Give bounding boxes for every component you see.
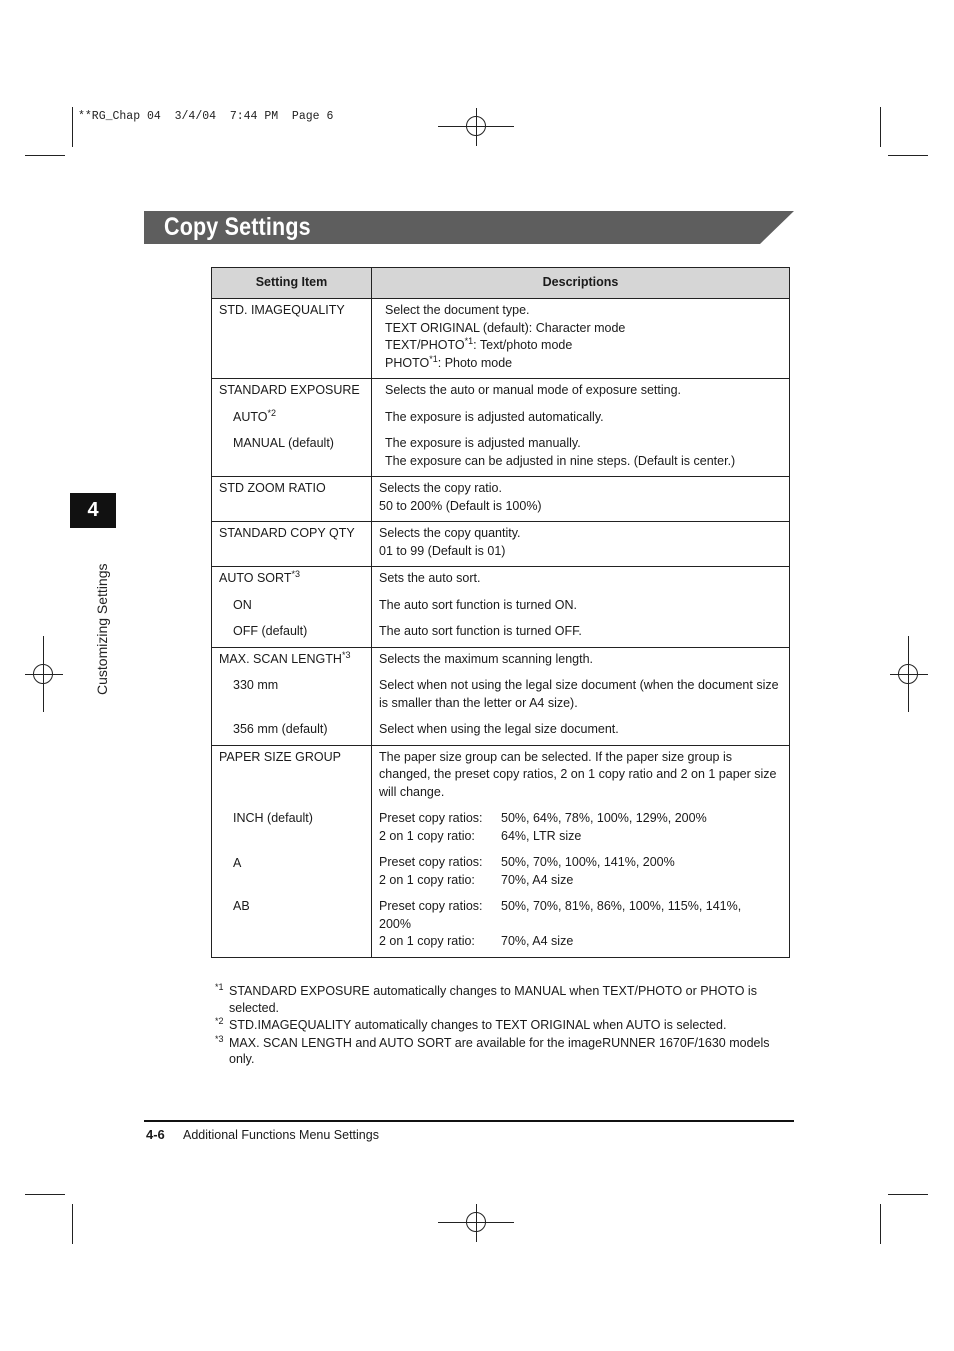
table-row-paper-size-group	[212, 745, 790, 957]
table-row-auto-sort	[212, 567, 790, 648]
footnote-ref: *3	[341, 649, 351, 660]
setting-option-label: INCH (default)	[233, 811, 313, 825]
footnote-text: MAX. SCAN LENGTH and AUTO SORT are available for the imageRUNNER 1670F/1630 models only.	[229, 1035, 770, 1066]
footnote-text: STANDARD EXPOSURE automatically changes to MANUAL when TEXT/PHOTO or PHOTO is selected.	[229, 984, 757, 1015]
footnote	[215, 1017, 790, 1034]
page-title: Copy Settings	[164, 213, 311, 241]
setting-option-label: MANUAL (default)	[233, 436, 334, 450]
description-text: The exposure is adjusted automatically.	[385, 409, 604, 424]
footnote-ref: *1	[464, 336, 474, 346]
preset-ratios-value: 50%, 70%, 100%, 141%, 200%	[501, 855, 675, 869]
setting-item-label: STANDARD EXPOSURE	[219, 383, 360, 397]
description-text: Select when using the legal size document.	[379, 722, 619, 736]
description-text: 50 to 200% (Default is 100%)	[379, 498, 542, 513]
setting-item-label: STD ZOOM RATIO	[219, 481, 326, 495]
description-text: Selects the auto or manual mode of exposure setting.	[385, 383, 682, 397]
footnote	[215, 1035, 790, 1068]
description-text: The auto sort function is turned OFF.	[379, 624, 582, 638]
footer-section-title: Additional Functions Menu Settings	[183, 1128, 379, 1142]
description-text: The paper size group can be selected. If the paper size group is changed, the preset copy ratios, 2 on 1 copy ratio and 2 on 1 paper size will change.	[379, 749, 777, 799]
page-number: 4-6	[146, 1127, 165, 1142]
table-row-std-imagequality	[212, 299, 790, 379]
table-header-row	[212, 268, 790, 299]
setting-option-label: AB	[233, 899, 250, 913]
setting-item-label: MAX. SCAN LENGTH$^{*3}$	[219, 649, 351, 666]
table-row-standard-exposure	[212, 379, 790, 477]
preset-ratios-label: Preset copy ratios:	[379, 899, 483, 913]
description-text: The auto sort function is turned ON.	[379, 597, 578, 612]
setting-option-label: AUTO$^{*2}$	[233, 407, 277, 424]
ratio-block-ab	[379, 898, 783, 951]
description-text: PHOTO$^{*1}$: Photo mode	[385, 353, 513, 370]
preset-ratios-label: Preset copy ratios:	[379, 811, 483, 825]
setting-item-label: STANDARD COPY QTY	[219, 526, 355, 540]
description-text: The exposure can be adjusted in nine steps. (Default is center.)	[385, 453, 736, 468]
footnote-ref: *2	[267, 407, 277, 418]
setting-option-label: A	[233, 855, 242, 870]
preset-ratios-value-continued: 200%	[379, 916, 411, 931]
description-text: Sets the auto sort.	[379, 571, 481, 585]
column-header-setting-item: Setting Item	[212, 268, 372, 299]
setting-option-label: OFF (default)	[233, 624, 308, 638]
setting-option-label: 356 mm (default)	[233, 721, 328, 736]
footnote-text: STD.IMAGEQUALITY automatically changes to TEXT ORIGINAL when AUTO is selected.	[229, 1018, 727, 1032]
preset-ratios-label: Preset copy ratios:	[379, 855, 483, 869]
description-text: Select the document type.	[385, 303, 530, 317]
section-title-bar	[144, 211, 794, 244]
description-text: 01 to 99 (Default is 01)	[379, 543, 506, 558]
two-on-one-label: 2 on 1 copy ratio:	[379, 872, 475, 887]
footnote-mark: *2	[215, 1016, 224, 1026]
table-row-standard-copy-qty	[212, 522, 790, 567]
setting-option-label: 330 mm	[233, 678, 279, 692]
footnote-mark: *1	[215, 982, 224, 992]
setting-item-label: STD. IMAGEQUALITY	[219, 303, 345, 317]
preset-ratios-value: 50%, 70%, 81%, 86%, 100%, 115%, 141%,	[501, 899, 742, 913]
description-text: Select when not using the legal size document (when the document size is smaller than the letter or A4 size).	[379, 678, 779, 710]
setting-item-label: AUTO SORT$^{*3}$	[219, 569, 300, 585]
footer-rule	[144, 1120, 794, 1122]
footnote-mark: *3	[215, 1033, 224, 1044]
description-text: Selects the maximum scanning length.	[379, 651, 593, 666]
ratio-block-inch	[379, 810, 783, 845]
footnote	[215, 983, 790, 1016]
table-row-std-zoom-ratio	[212, 477, 790, 522]
description-text: Selects the copy quantity.	[379, 526, 521, 540]
description-text: TEXT ORIGINAL (default): Character mode	[385, 320, 626, 335]
two-on-one-label: 2 on 1 copy ratio:	[379, 828, 475, 843]
print-slug: **RG_Chap 04 3/4/04 7:44 PM Page 6	[78, 110, 334, 123]
setting-option-label: ON	[233, 597, 252, 612]
footnotes	[215, 983, 790, 1069]
two-on-one-value: 64%, LTR size	[501, 828, 582, 843]
table-row-max-scan-length	[212, 647, 790, 745]
footnote-ref: *3	[291, 569, 300, 579]
two-on-one-label: 2 on 1 copy ratio:	[379, 934, 475, 948]
description-text: Selects the copy ratio.	[379, 481, 502, 495]
description-text: TEXT/PHOTO$^{*1}$: Text/photo mode	[385, 336, 573, 352]
two-on-one-value: 70%, A4 size	[501, 872, 574, 887]
chapter-side-label: Customizing Settings	[94, 563, 110, 695]
column-header-descriptions: Descriptions	[372, 268, 790, 299]
description-text: The exposure is adjusted manually.	[385, 436, 581, 450]
preset-ratios-value: 50%, 64%, 78%, 100%, 129%, 200%	[501, 811, 707, 825]
two-on-one-value: 70%, A4 size	[501, 934, 574, 948]
setting-item-label: PAPER SIZE GROUP	[219, 749, 342, 764]
chapter-tab: 4	[70, 493, 116, 528]
ratio-block-a	[379, 854, 783, 889]
footnote-ref: *1	[429, 353, 438, 364]
copy-settings-table	[211, 267, 790, 958]
